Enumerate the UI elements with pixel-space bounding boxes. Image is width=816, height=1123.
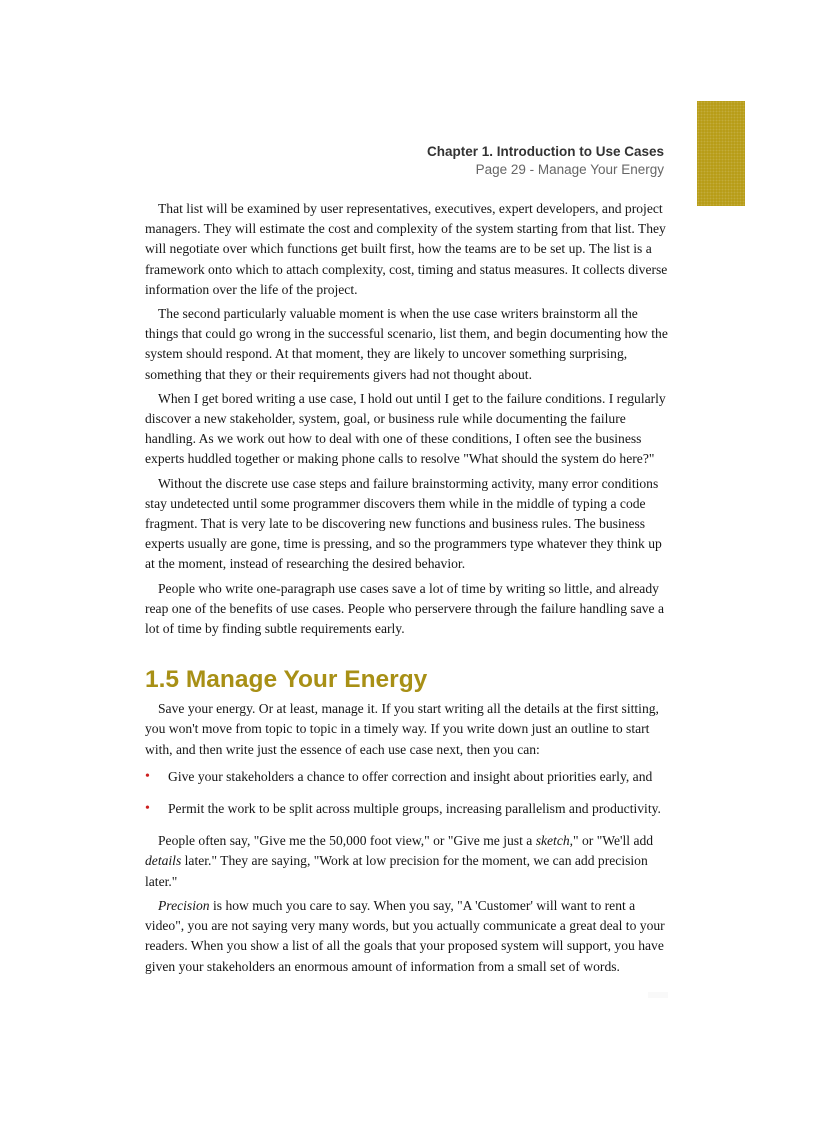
running-header [427,143,664,179]
text-run: is how much you care to say. When you say, "A 'Customer' will want to rent a video", you are not saying very many words, but you actually communicate a great deal to your readers. When you show a list of all the goals that your proposed system will support, you have given your stakeholders an enormous amount of information from a small set of words. [145,897,665,974]
text-run: People often say, "Give me the 50,000 foot view," or "Give me just a [158,833,536,849]
bullet-item [145,799,671,819]
section-heading: 1.5 Manage Your Energy [145,666,428,694]
paragraph: That list will be examined by user representatives, executives, expert developers, and project managers. They will estimate the cost and complexity of the system starting from that list. They will negotiate over which functions get built first, how the teams are to be set up. The list is a framework onto which to attach complexity, cost, timing and status measures. It collects diverse information over the life of the project. [145,201,668,297]
chapter-side-tab [697,101,745,206]
bullet-icon: • [145,801,150,817]
text-run: ," or "We'll add [569,833,654,849]
section-intro: Save your energy. Or at least, manage it. If you start writing all the details at the first sitting, you won't move from topic to topic in a timely way. If you write down just an outline to start with, and then write just the essence of each use case next, then you can: [145,701,659,757]
paragraph: The second particularly valuable moment is when the use case writers brainstorm all the things that could go wrong in the successful scenario, list them, and begin documenting how the system should respond. At that moment, they are likely to uncover something surprising, something that they or their requirements givers had not thought about. [145,306,668,382]
emphasis-sketch: sketch [535,833,570,849]
emphasis-precision: Precision [158,897,210,913]
bullet-icon: • [145,768,150,784]
paragraph: People who write one-paragraph use cases save a lot of time by writing so little, and already reap one of the benefits of use cases. People who perservere through the failure handling save a lot of time by finding subtle requirements early. [145,580,665,637]
chapter-title: Chapter 1. Introduction to Use Cases [426,144,664,159]
bullet-item [145,767,671,787]
paragraph-precision [145,896,671,977]
text-run: later." They are saying, "Work at low precision for the moment, we can add precision later." [145,853,648,889]
paragraph: Without the discrete use case steps and failure brainstorming activity, many error conditions stay undetected until some programmer discovers them while in the middle of typing a code fragment. That is very late to be discovering new functions and business rules. The business experts usually are gone, time is pressing, and so the programmers type whatever they think up at the moment, instead of researching the desired behavior. [145,475,662,572]
emphasis-details: details [145,853,182,869]
paragraph-view [145,831,671,892]
page-body [145,199,671,981]
page-reference: Page 29 - Manage Your Energy [475,162,664,177]
footer-watermark [648,992,668,998]
bullet-text: Give your stakeholders a chance to offer correction and insight about priorities early, and [168,768,653,784]
bullet-text: Permit the work to be split across multiple groups, increasing parallelism and productivity. [168,801,661,817]
bullet-list [145,767,671,819]
paragraph: When I get bored writing a use case, I hold out until I get to the failure conditions. I regularly discover a new stakeholder, system, goal, or business rule while documenting the failure handling. As we work out how to deal with one of these conditions, I often see the business experts huddled together or making phone calls to resolve "What should the system do here?" [145,390,666,467]
